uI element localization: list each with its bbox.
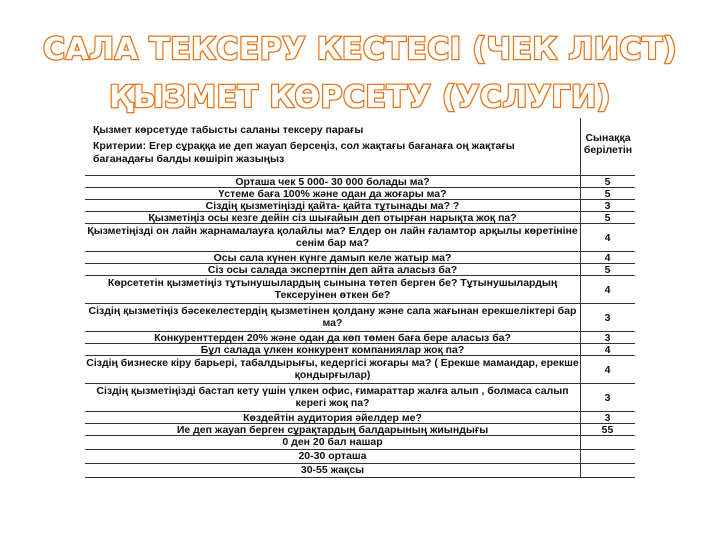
question-text: Сіз осы салада экспертпін деп айта аласыз ба?: [207, 264, 458, 276]
score-value: 5: [604, 212, 611, 224]
table-row: [85, 252, 635, 264]
sheet-heading: Қызмет көрсетуде табысты саланы тексеру парағы: [93, 124, 364, 136]
table-row: [85, 276, 635, 304]
page-title-line-1: САЛА ТЕКСЕРУ КЕСТЕСІ (ЧЕК ЛИСТ): [42, 32, 678, 67]
score-value: 4: [604, 252, 611, 264]
score-value: 3: [604, 200, 611, 212]
score-value: 3: [604, 312, 611, 324]
question-text: Сіздің бизнеске кіру барьері, табалдырығы, кедергісі жоғары ма? ( Ерекше мамандар, ерекше қондырғылар): [86, 357, 579, 381]
table-row: [85, 264, 635, 276]
table-row: [85, 424, 635, 436]
question-text: Сіздің қызметіңіз бәсекелестердің қызметінен қолдану және сапа жағынан ерекшеліктері бар ма?: [88, 305, 577, 329]
score-value: 5: [604, 188, 611, 200]
question-text: Қызметіңіз осы кезге дейін сіз шығайын деп отырған нарықта жоқ па?: [148, 212, 517, 224]
question-text: Көрсететін қызметіңіз тұтынушылардың сынына төтеп берген бе? Тұтынушылардың Тексеруінен өткен бе?: [107, 277, 558, 301]
question-text: Бұл салада үлкен конкурент компаниялар жоқ па?: [200, 344, 465, 356]
question-text: Конкуренттерден 20% және одан да көп төмен баға бере аласыз ба?: [154, 332, 511, 344]
score-value: 55: [601, 424, 614, 436]
question-text: Ие деп жауап берген сұрақтардың балдарының жиындығы: [176, 424, 489, 436]
table-row: [85, 450, 635, 464]
question-text: Орташа чек 5 000- 30 000 болады ма?: [235, 176, 430, 188]
question-text: Көздейтін аудитория әйелдер ме?: [243, 412, 422, 424]
question-text: Сіздің қызметіңізді қайта- қайта тұтынады ма? ?: [205, 200, 460, 212]
question-text: Қызметіңізді он лайн жарнамалауға қолайлы ма? Елдер он лайн ғаламтор арқылы көретініне сенім бар ма?: [87, 225, 578, 249]
question-text: 20-30 орташа: [298, 450, 367, 462]
score-column-header: Сынаққа берілетін: [583, 132, 633, 156]
table-row: [85, 344, 635, 356]
question-text: 30-55 жақсы: [300, 464, 365, 476]
table-row: [85, 436, 635, 450]
table-row: [85, 188, 635, 200]
table-row: [85, 224, 635, 252]
question-text: Осы сала күнен күнге дамып келе жатыр ма?: [213, 252, 452, 264]
score-value: 5: [604, 176, 611, 188]
criteria-text: Критерии: Егер сұраққа ие деп жауап берсеңіз, сол жақтағы бағанаға оң жақтағы баганадағы балды көшіріп жазыңыз: [93, 140, 515, 165]
table-row: [85, 212, 635, 224]
checklist-sheet: [85, 118, 635, 483]
question-text: Сіздің қызметіңізді бастап кету үшін үлкен офис, ғимараттар жалға алып , болмаса салып керегі жоқ па?: [96, 385, 569, 409]
table-row: [85, 464, 635, 478]
table-row: [85, 384, 635, 412]
score-value: 4: [604, 364, 611, 376]
score-value: 4: [604, 284, 611, 296]
score-value: 4: [604, 344, 611, 356]
question-text: Үстеме баға 100% және одан да жоғары ма?: [218, 188, 447, 200]
table-row: [85, 304, 635, 332]
table-row: [85, 412, 635, 424]
score-value: 5: [604, 264, 611, 276]
score-value: 3: [604, 392, 611, 404]
question-text: 0 ден 20 бал нашар: [282, 436, 383, 448]
header-divider: [85, 175, 635, 176]
score-value: 3: [604, 412, 611, 424]
table-row: [85, 356, 635, 384]
page-title-line-2: ҚЫЗМЕТ КӨРСЕТУ (УСЛУГИ): [109, 80, 611, 115]
table-row: [85, 332, 635, 344]
table-row: [85, 176, 635, 188]
table-row: [85, 200, 635, 212]
score-value: 4: [604, 232, 611, 244]
score-value: 3: [604, 332, 611, 344]
